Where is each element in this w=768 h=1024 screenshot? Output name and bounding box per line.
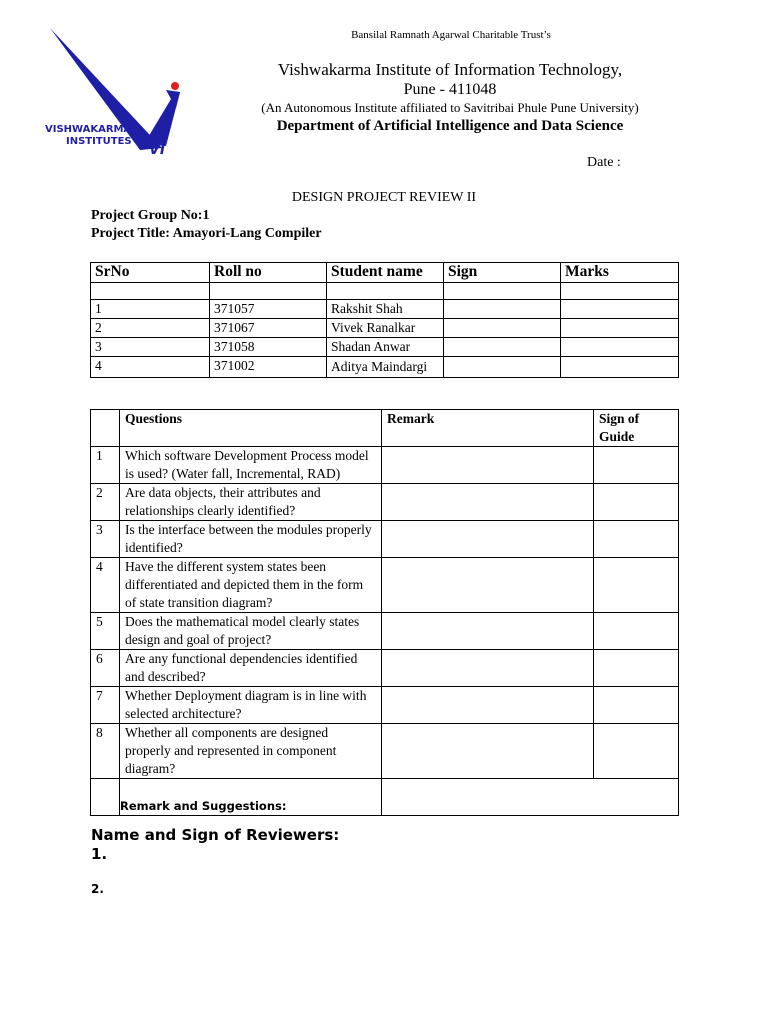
table-row — [91, 357, 679, 378]
table-row — [91, 687, 679, 724]
col-header-srno: SrNo — [91, 263, 210, 283]
table-row — [91, 650, 679, 687]
sign-cell — [444, 300, 561, 319]
guide-sign-cell — [594, 558, 679, 613]
roll-no-cell: 371057 — [210, 300, 327, 319]
review-title: DESIGN PROJECT REVIEW II — [291, 190, 477, 205]
srno-cell: 3 — [91, 338, 210, 357]
student-name-cell: Aditya Maindargi — [327, 357, 444, 378]
table-row — [91, 558, 679, 613]
question-text: Which software Development Process model is used? (Water fall, Incremental, RAD) — [120, 447, 382, 484]
logo-mark: VI — [149, 142, 166, 158]
question-text: Is the interface between the modules properly identified? — [120, 521, 382, 558]
institute-name: Vishwakarma Institute of Information Technology, — [277, 60, 623, 79]
students-blank-row — [91, 283, 679, 300]
trust-name: Bansilal Ramnath Agarwal Charitable Trust’s — [351, 29, 551, 41]
remark-cell — [382, 447, 594, 484]
student-name-cell: Rakshit Shah — [327, 300, 444, 319]
question-text: Whether Deployment diagram is in line with selected architecture? — [120, 687, 382, 724]
question-number: 2 — [91, 484, 120, 521]
blank-cell — [382, 779, 679, 816]
question-number: 1 — [91, 447, 120, 484]
question-number: 6 — [91, 650, 120, 687]
logo-text-line2: INSTITUTES — [66, 136, 132, 147]
question-number: 8 — [91, 724, 120, 779]
guide-sign-cell — [594, 724, 679, 779]
marks-cell — [561, 338, 679, 357]
department-name: Department of Artificial Intelligence and Data Science — [276, 118, 624, 134]
blank-cell — [91, 283, 210, 300]
marks-cell — [561, 357, 679, 378]
col-header-questions: Questions — [120, 410, 382, 447]
col-header-sign-of-guide: Sign of Guide — [594, 410, 679, 447]
question-number: 3 — [91, 521, 120, 558]
remark-cell — [382, 650, 594, 687]
remark-cell — [382, 724, 594, 779]
table-row — [91, 300, 679, 319]
project-group-no: Project Group No:1 — [91, 208, 210, 223]
marks-cell — [561, 300, 679, 319]
sign-cell — [444, 338, 561, 357]
sign-cell — [444, 319, 561, 338]
guide-sign-cell — [594, 613, 679, 650]
roll-no-cell: 371067 — [210, 319, 327, 338]
marks-cell — [561, 319, 679, 338]
table-row — [91, 447, 679, 484]
date-label: Date : — [587, 155, 621, 170]
remark-cell — [382, 613, 594, 650]
col-header-sign: Sign — [444, 263, 561, 283]
col-header-remark: Remark — [382, 410, 594, 447]
table-row — [91, 319, 679, 338]
logo-text-line1: VISHWAKARMA — [45, 124, 132, 135]
student-name-cell: Vivek Ranalkar — [327, 319, 444, 338]
students-header-row — [91, 263, 679, 283]
remark-suggestions-label: Remark and Suggestions: — [120, 799, 287, 813]
guide-sign-cell — [594, 687, 679, 724]
question-number: 4 — [91, 558, 120, 613]
project-title: Project Title: Amayori-Lang Compiler — [91, 226, 322, 241]
srno-cell: 4 — [91, 357, 210, 378]
table-row — [91, 484, 679, 521]
srno-cell: 2 — [91, 319, 210, 338]
guide-sign-cell — [594, 521, 679, 558]
roll-no-cell: 371002 — [210, 357, 327, 378]
institute-affiliation: (An Autonomous Institute affiliated to Savitribai Phule Pune University) — [261, 100, 639, 115]
student-name-cell: Shadan Anwar — [327, 338, 444, 357]
col-header-roll-no: Roll no — [210, 263, 327, 283]
logo-dot — [171, 82, 179, 90]
question-text: Whether all components are designed properly and represented in component diagram? — [120, 724, 382, 779]
question-number: 7 — [91, 687, 120, 724]
questions-header-row — [91, 410, 679, 447]
question-text: Does the mathematical model clearly states design and goal of project? — [120, 613, 382, 650]
blank-cell — [210, 283, 327, 300]
sign-cell — [444, 357, 561, 378]
blank-cell — [561, 283, 679, 300]
institute-city: Pune - 411048 — [403, 81, 497, 98]
table-row — [91, 338, 679, 357]
srno-cell: 1 — [91, 300, 210, 319]
blank-cell — [91, 779, 120, 816]
guide-sign-cell — [594, 447, 679, 484]
col-header-marks: Marks — [561, 263, 679, 283]
reviewer-line-2: 2. — [91, 882, 104, 896]
institute-logo — [40, 28, 200, 158]
blank-cell — [327, 283, 444, 300]
question-text: Are data objects, their attributes and relationships clearly identified? — [120, 484, 382, 521]
roll-no-cell: 371058 — [210, 338, 327, 357]
table-row — [91, 613, 679, 650]
col-header-student-name: Student name — [327, 263, 444, 283]
remark-suggestions-cell — [120, 779, 382, 816]
col-header-number — [91, 410, 120, 447]
remark-suggestions-row — [91, 779, 679, 816]
blank-cell — [444, 283, 561, 300]
question-text: Are any functional dependencies identified and described? — [120, 650, 382, 687]
reviewer-line-1: 1. — [91, 845, 108, 863]
students-table — [90, 262, 679, 378]
guide-sign-cell — [594, 650, 679, 687]
table-row — [91, 724, 679, 779]
table-row — [91, 521, 679, 558]
reviewers-title: Name and Sign of Reviewers: — [91, 826, 340, 844]
question-text: Have the different system states been differentiated and depicted them in the form of state transition diagram? — [120, 558, 382, 613]
question-number: 5 — [91, 613, 120, 650]
guide-sign-cell — [594, 484, 679, 521]
questions-table — [90, 409, 679, 816]
remark-cell — [382, 687, 594, 724]
remark-cell — [382, 558, 594, 613]
remark-cell — [382, 484, 594, 521]
remark-cell — [382, 521, 594, 558]
